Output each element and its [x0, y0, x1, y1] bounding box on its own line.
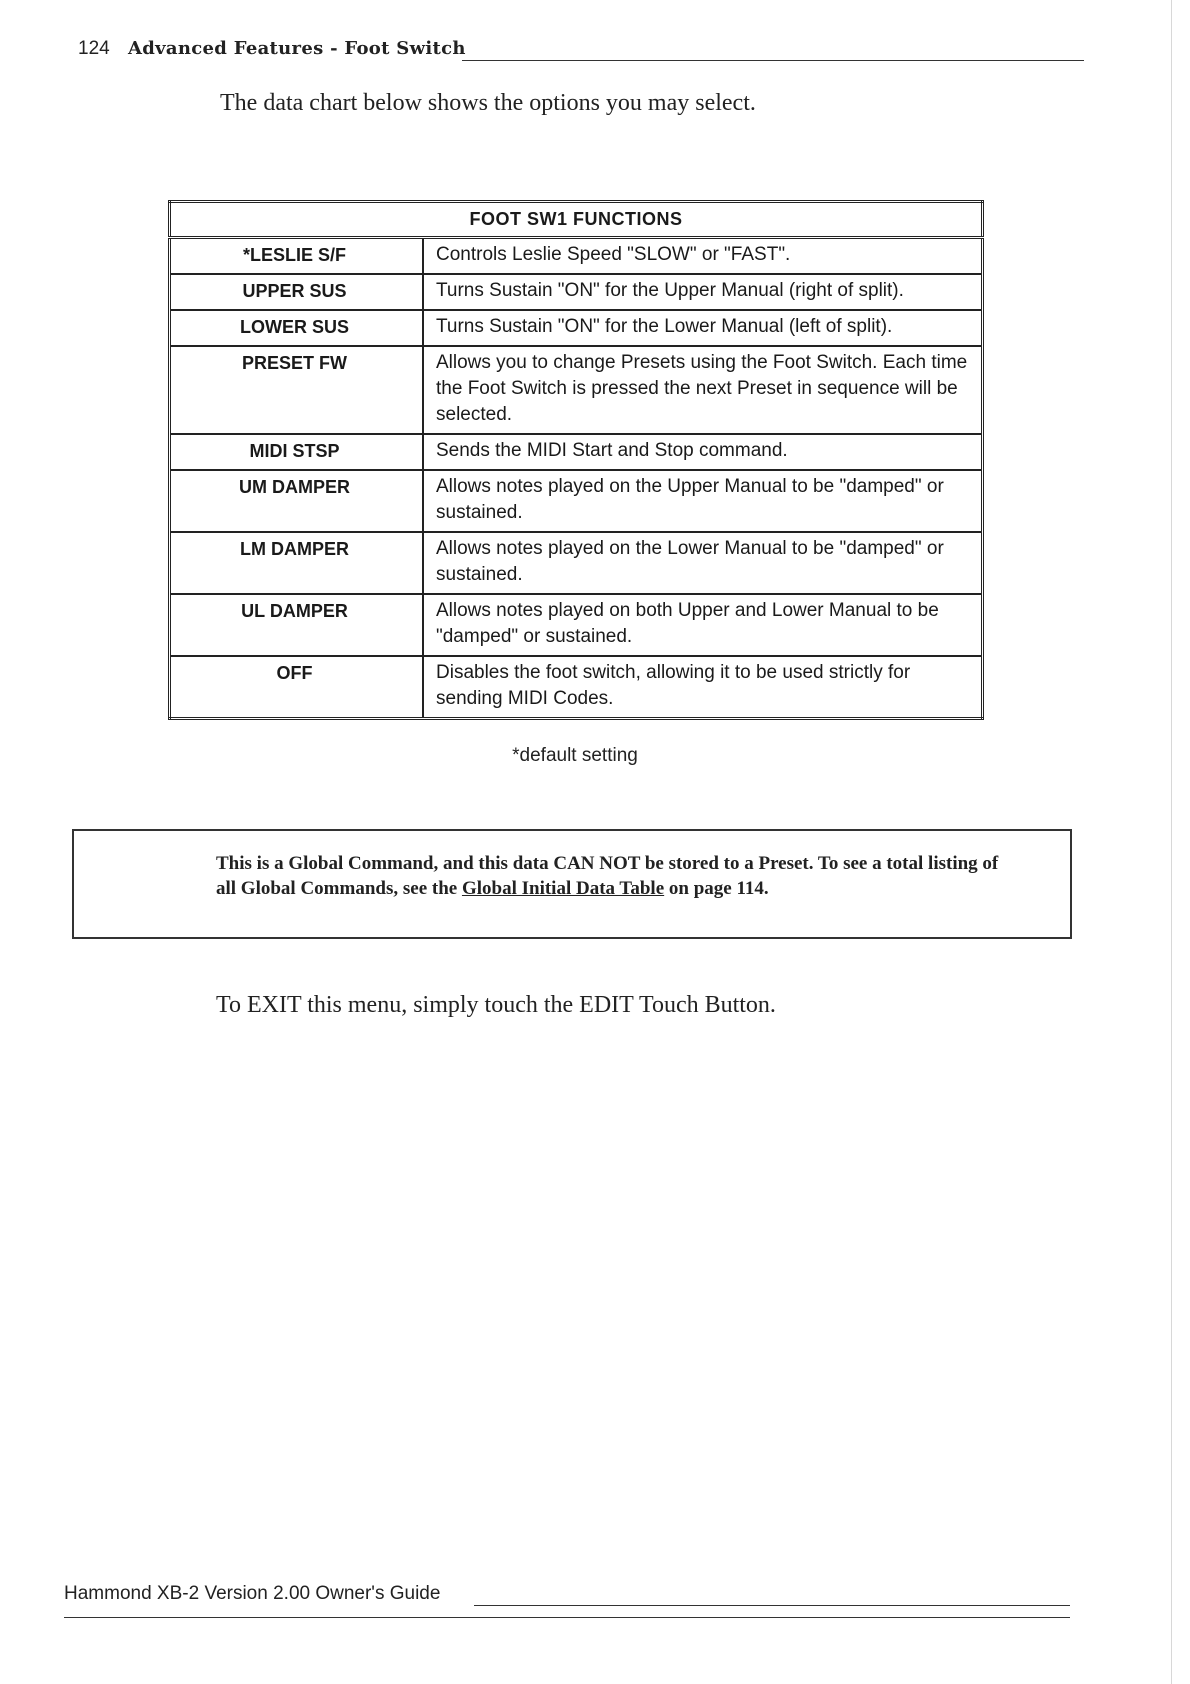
- table-row: [170, 532, 983, 594]
- table-row: [170, 470, 983, 532]
- function-description: Allows you to change Presets using the Foot Switch. Each time the Foot Switch is pressed the next Preset in sequence will be selected.: [423, 346, 983, 434]
- global-command-note: [72, 829, 1072, 939]
- table-title: FOOT SW1 FUNCTIONS: [170, 202, 983, 238]
- function-description: Allows notes played on both Upper and Lower Manual to be "damped" or sustained.: [423, 594, 983, 656]
- page-number: 124: [78, 38, 110, 59]
- table-row: [170, 238, 983, 275]
- function-description: Disables the foot switch, allowing it to be used strictly for sending MIDI Codes.: [423, 656, 983, 719]
- page-header: [78, 38, 1084, 68]
- running-title: Advanced Features - Foot Switch: [128, 38, 466, 59]
- function-description: Allows notes played on the Lower Manual to be "damped" or sustained.: [423, 532, 983, 594]
- function-name: MIDI STSP: [170, 434, 424, 470]
- function-description: Allows notes played on the Upper Manual to be "damped" or sustained.: [423, 470, 983, 532]
- footer-bottom-rule: [64, 1617, 1070, 1618]
- table-row: [170, 310, 983, 346]
- table-row: [170, 656, 983, 719]
- function-description: Turns Sustain "ON" for the Lower Manual (left of split).: [423, 310, 983, 346]
- function-name: LOWER SUS: [170, 310, 424, 346]
- table-row: [170, 594, 983, 656]
- intro-paragraph: The data chart below shows the options you may select.: [220, 90, 756, 116]
- table-row: [170, 346, 983, 434]
- note-text: [216, 851, 1006, 901]
- note-text-before: This is a Global Command, and this data CAN NOT be stored to a Preset. To see a total listing of all Global Commands, see the: [216, 853, 999, 899]
- function-name: OFF: [170, 656, 424, 719]
- page-edge-line: [1171, 0, 1172, 1684]
- function-name: *LESLIE S/F: [170, 238, 424, 275]
- function-description: Sends the MIDI Start and Stop command.: [423, 434, 983, 470]
- note-text-after: on page 114.: [664, 878, 769, 899]
- function-name: UM DAMPER: [170, 470, 424, 532]
- global-initial-data-table-link[interactable]: Global Initial Data Table: [461, 878, 665, 899]
- function-name: UL DAMPER: [170, 594, 424, 656]
- foot-switch-functions-table: [168, 200, 984, 720]
- page-footer: [64, 1583, 1070, 1613]
- table-header-row: [170, 202, 983, 238]
- function-name: PRESET FW: [170, 346, 424, 434]
- function-name: LM DAMPER: [170, 532, 424, 594]
- default-setting-footnote: *default setting: [512, 745, 638, 766]
- function-description: Controls Leslie Speed "SLOW" or "FAST".: [423, 238, 983, 275]
- table-row: [170, 434, 983, 470]
- exit-instruction: To EXIT this menu, simply touch the EDIT Touch Button.: [216, 992, 776, 1018]
- function-description: Turns Sustain "ON" for the Upper Manual (right of split).: [423, 274, 983, 310]
- header-rule: [462, 60, 1084, 61]
- footer-text: Hammond XB-2 Version 2.00 Owner's Guide: [64, 1583, 441, 1604]
- footer-rule: [474, 1605, 1070, 1606]
- table-row: [170, 274, 983, 310]
- function-name: UPPER SUS: [170, 274, 424, 310]
